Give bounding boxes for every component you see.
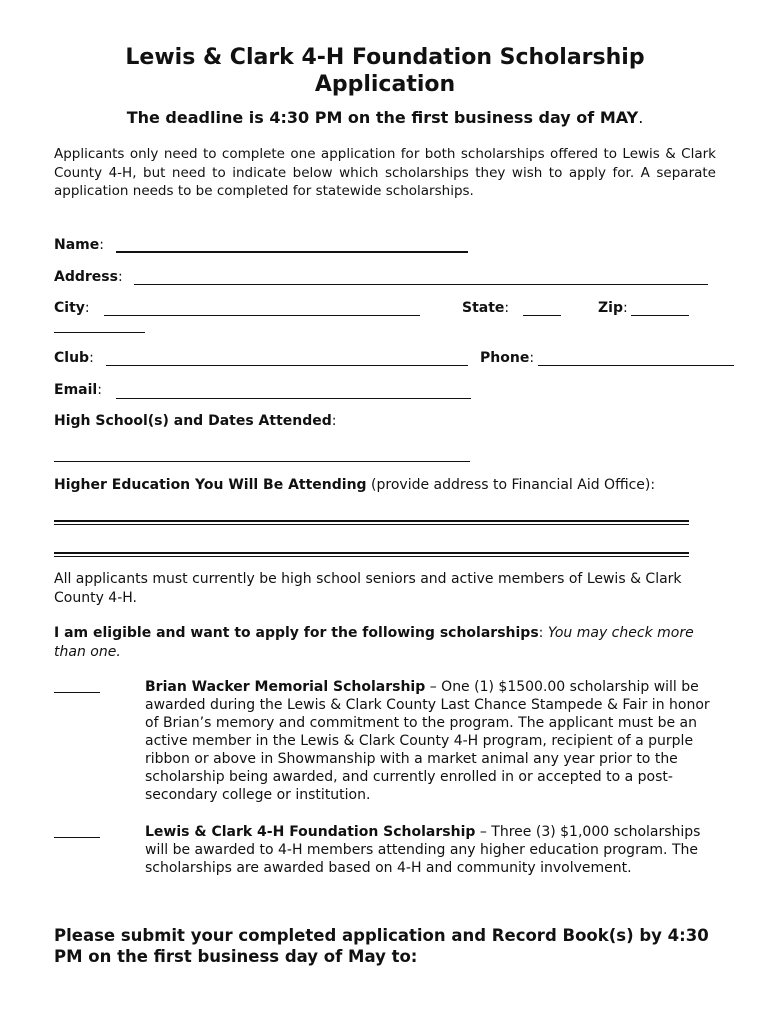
phone-field[interactable] [538,365,734,366]
scholarship-description: – Three (3) $1,000 scholarships will be awarded to 4-H members attending any higher education program. The scholarships are awarded based on 4-H and community involvement. [145,824,701,876]
name-label: Name: [54,237,104,253]
zip-field-continued[interactable] [54,332,145,333]
submission-instructions: Please submit your completed application and Record Book(s) by 4:30 PM on the first business day of May to: [54,926,709,966]
deadline-text: The deadline is 4:30 PM on the first business day of MAY [126,108,639,127]
email-label: Email: [54,382,102,398]
foundation-scholarship [145,823,720,877]
scholarship-name: Lewis & Clark 4-H Foundation Scholarship [145,824,476,840]
scholarship-name: Brian Wacker Memorial Scholarship [145,679,426,695]
email-field[interactable] [116,398,471,399]
club-field[interactable] [106,365,468,366]
phone-label: Phone: [480,350,535,366]
brian-wacker-scholarship [145,678,720,804]
foundation-checkbox-line[interactable] [54,837,100,838]
scholarship-description: – One (1) $1500.00 scholarship will be awarded during the Lewis & Clark County Last Chance Stampede & Fair in honor of Brian’s memory and commitment to the program. The applicant must be an active member in the Lewis & Clark County 4-H program, recipient of a purple ribbon or above in Showmanship with a market animal any year prior to the scholarship being awarded, and currently enrolled in or accepted to a post-secondary college or institution. [145,679,710,803]
high-school-label: High School(s) and Dates Attended: [54,413,337,429]
city-label: City: [54,300,90,316]
state-field[interactable] [523,315,561,316]
brian-wacker-checkbox-line[interactable] [54,692,100,693]
address-field[interactable] [134,284,708,285]
zip-label: Zip: [598,300,628,316]
name-field[interactable] [116,251,468,253]
club-label: Club: [54,350,94,366]
higher-education-note: (provide address to Financial Aid Office): [371,477,656,493]
zip-field[interactable] [631,315,689,316]
city-field[interactable] [104,315,420,316]
higher-education-label: Higher Education You Will Be Attending (provide address to Financial Aid Office): [54,477,656,493]
intro-paragraph: Applicants only need to complete one application for both scholarships offered to Lewis & Clark County 4-H, but need to indicate below which scholarships they wish to apply for. A separate application needs to be completed for statewide scholarships. [54,146,716,199]
higher-education-field-2[interactable] [54,552,689,554]
scholarship-prompt: I am eligible and want to apply for the following scholarships: You may check more than one. [54,625,694,660]
document-title: Lewis & Clark 4-H Foundation Scholarship Application [125,45,645,97]
higher-education-field-1[interactable] [54,520,689,522]
deadline-period: . [638,108,644,127]
state-label: State: [462,300,510,316]
eligibility-requirement: All applicants must currently be high school seniors and active members of Lewis & Clark County 4-H. [54,571,682,606]
high-school-field[interactable] [54,461,470,462]
address-label: Address: [54,269,123,285]
deadline-notice [60,107,710,129]
